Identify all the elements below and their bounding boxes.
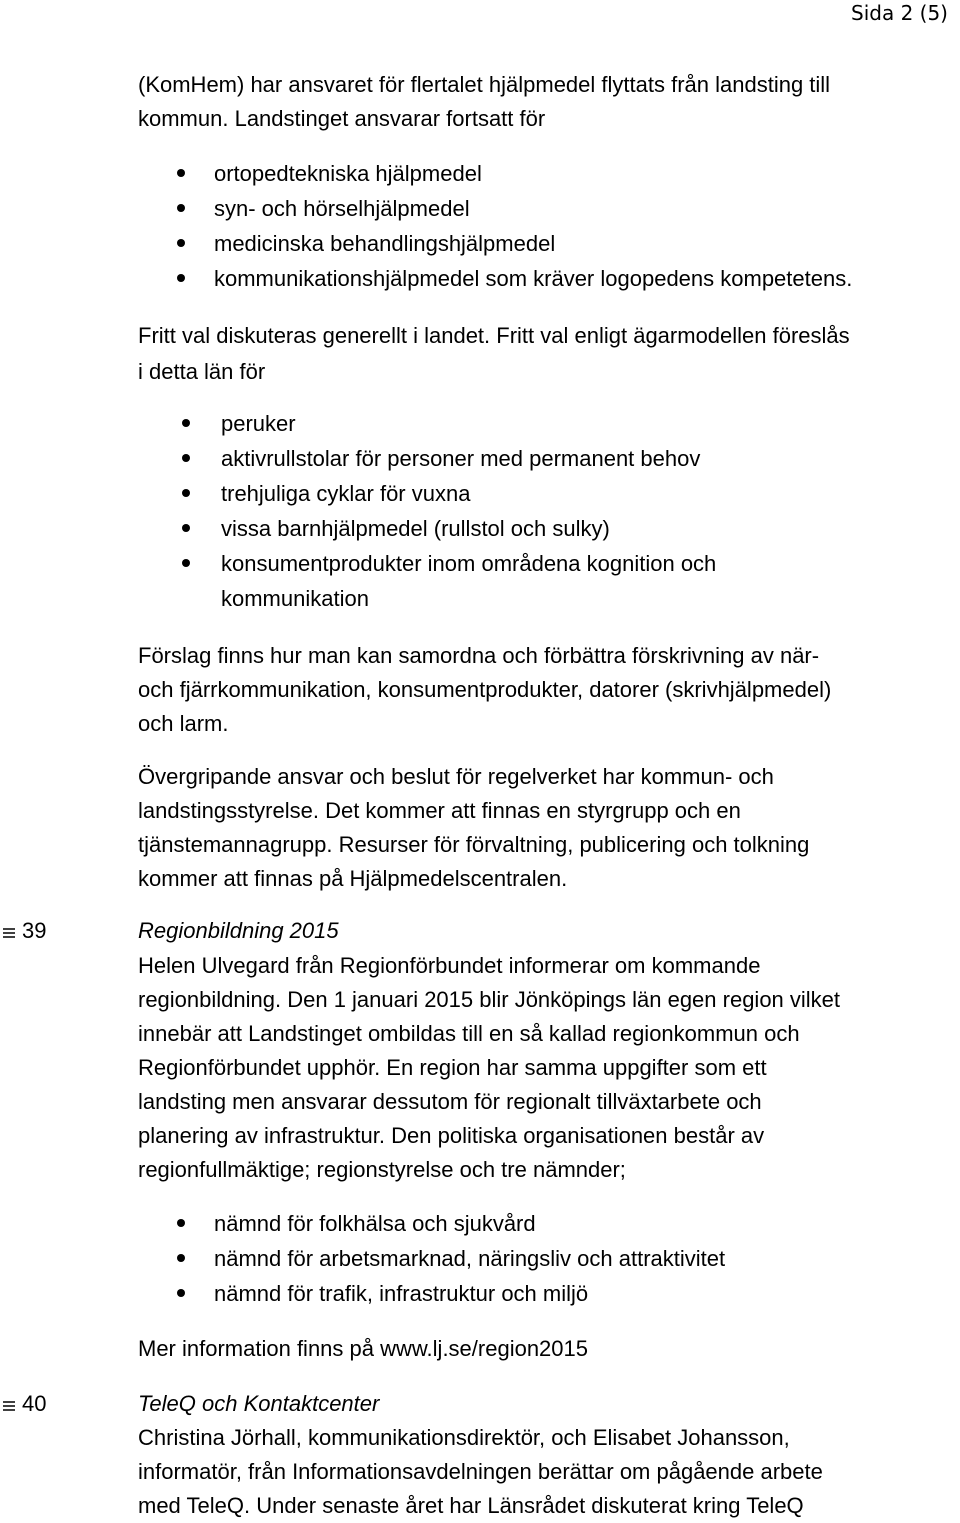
bullet-icon [177,239,185,247]
paragraph-line: och larm. [138,711,229,736]
list-item [214,226,954,261]
list-item-text: syn- och hörselhjälpmedel [214,196,470,221]
list-item-text: nämnd för trafik, infrastruktur och miljö [214,1281,589,1306]
namnder-list [214,1206,954,1311]
list-item [221,406,941,441]
list-item-continuation [221,581,941,616]
list-item-text: nämnd för arbetsmarknad, näringsliv och attraktivitet [214,1246,726,1271]
section-marker-icon [2,926,16,940]
intro-line: (KomHem) har ansvaret för flertalet hjälpmedel flyttats från landsting till [138,72,831,97]
section-title: Regionbildning 2015 [138,918,339,943]
list-item-text: trehjuliga cyklar för vuxna [221,481,471,506]
paragraph-line: regionbildning. Den 1 januari 2015 blir Jönköpings län egen region vilket [138,987,841,1012]
list-item-text: konsumentprodukter inom områdena kognition och [221,551,717,576]
paragraph-line: regionfullmäktige; regionstyrelse och tre nämnder; [138,1157,626,1182]
list-item [221,546,941,581]
section-number: 39 [22,918,47,943]
list-item-text: aktivrullstolar för personer med permanent behov [221,446,701,471]
list-item [214,156,954,191]
section-39-heading [0,914,960,948]
bullet-icon [182,524,190,532]
paragraph-line: och fjärrkommunikation, konsumentprodukter, datorer (skrivhjälpmedel) [138,677,832,702]
list-item [214,1276,954,1311]
list-item [221,441,941,476]
paragraph-line: innebär att Landstinget ombildas till en så kallad regionkommun och [138,1021,800,1046]
bullet-icon [177,1254,185,1262]
paragraph-line: Förslag finns hur man kan samordna och förbättra förskrivning av när- [138,643,820,668]
list-item [214,191,954,226]
paragraph-line: Fritt val diskuteras generellt i landet. Fritt val enligt ägarmodellen föreslås [138,323,850,348]
page-number: Sida 2 (5) [851,1,948,25]
list-item-text: ortopedtekniska hjälpmedel [214,161,482,186]
list-item [214,261,954,296]
section-40-heading [0,1387,960,1421]
list-item [214,1241,954,1276]
intro-paragraph [138,68,960,136]
bullet-icon [177,1289,185,1297]
list-item [214,1206,954,1241]
paragraph-line: kommer att finnas på Hjälpmedelscentralen. [138,866,568,891]
paragraph-line: Christina Jörhall, kommunikationsdirektör, och Elisabet Johansson, [138,1425,790,1450]
overgripande-paragraph [138,760,960,896]
section-number: 40 [22,1391,47,1416]
paragraph-line: med TeleQ. Under senaste året har Länsrådet diskuterat kring TeleQ [138,1493,804,1518]
section-39-body [138,949,960,1187]
paragraph-line: informatör, från Informationsavdelningen berättar om pågående arbete [138,1459,823,1484]
paragraph-line: Övergripande ansvar och beslut för regelverket har kommun- och [138,764,774,789]
paragraph-line: landstingsstyrelse. Det kommer att finnas en styrgrupp och en [138,798,741,823]
list-item [221,511,941,546]
paragraph-line: Regionförbundet upphör. En region har samma uppgifter som ett [138,1055,767,1080]
bullet-icon [182,559,190,567]
list-item [221,476,941,511]
bullet-icon [177,1219,185,1227]
fritt-val-paragraph [138,318,960,390]
paragraph-line: landsting men ansvarar dessutom för regionalt tillväxtarbete och [138,1089,762,1114]
fritt-val-list [221,406,941,616]
paragraph-line: planering av infrastruktur. Den politiska organisationen består av [138,1123,765,1148]
list-item-text: kommunikation [221,586,369,611]
bullet-icon [182,419,190,427]
list-item-text: nämnd för folkhälsa och sjukvård [214,1211,536,1236]
more-info-line: Mer information finns på www.lj.se/region2015 [138,1336,589,1361]
paragraph-line: tjänstemannagrupp. Resurser för förvaltning, publicering och tolkning [138,832,810,857]
bullet-icon [177,204,185,212]
list-item-text: peruker [221,411,296,436]
intro-line: kommun. Landstinget ansvarar fortsatt för [138,106,546,131]
section-40-body [138,1421,960,1523]
forslag-paragraph [138,639,960,741]
landsting-responsibility-list [214,156,954,296]
bullet-icon [177,169,185,177]
bullet-icon [177,274,185,282]
section-title: TeleQ och Kontaktcenter [138,1391,380,1416]
list-item-text: medicinska behandlingshjälpmedel [214,231,556,256]
bullet-icon [182,489,190,497]
bullet-icon [182,454,190,462]
section-marker-icon [2,1399,16,1413]
list-item-text: kommunikationshjälpmedel som kräver logopedens kompetetens. [214,266,853,291]
list-item-text: vissa barnhjälpmedel (rullstol och sulky) [221,516,610,541]
paragraph-line: i detta län för [138,359,266,384]
paragraph-line: Helen Ulvegard från Regionförbundet informerar om kommande [138,953,761,978]
